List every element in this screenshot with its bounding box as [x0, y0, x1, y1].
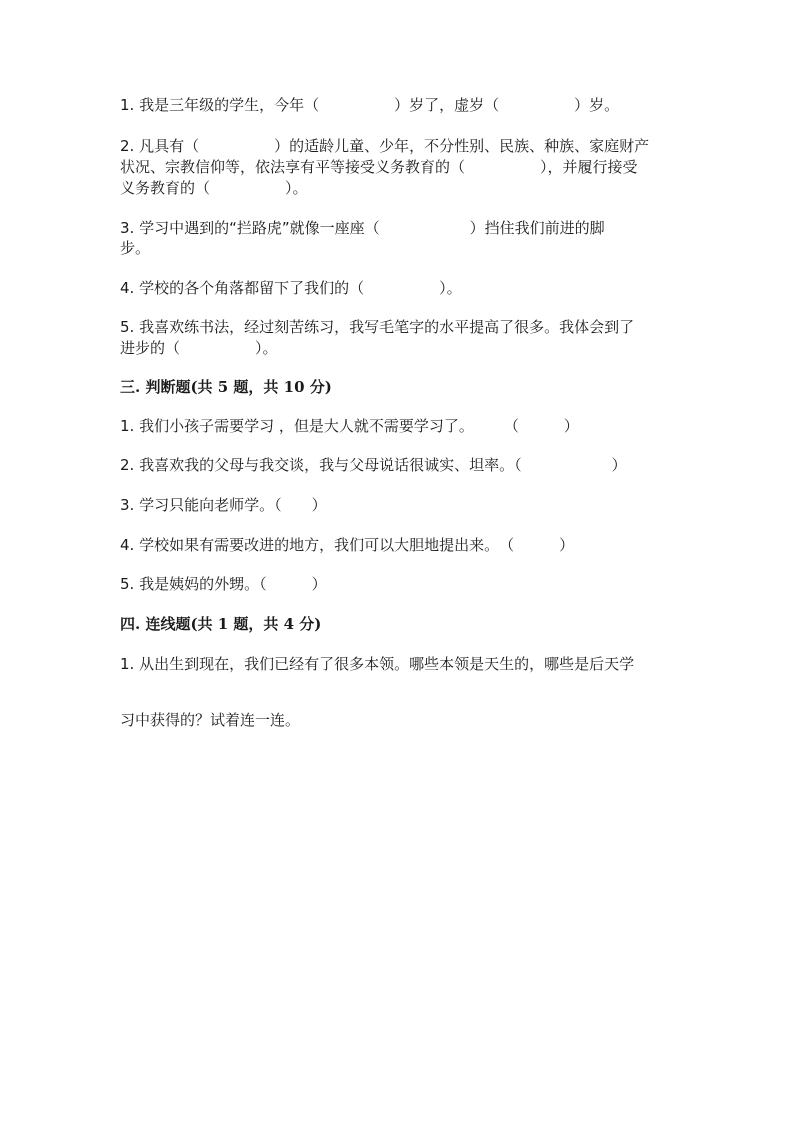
- judge-item-1: 1. 我们小孩子需要学习 ，但是大人就不需要学习了。 （ ）: [120, 417, 579, 435]
- question-4: 4. 学校的各个角落都留下了我们的（ ）。: [120, 279, 462, 297]
- matching-question-line-2: 习中获得的？试着连一连。: [120, 711, 301, 729]
- question-5-line-1: 5. 我喜欢练书法，经过刻苦练习，我写毛笔字的水平提高了很多。我体会到了: [120, 318, 635, 336]
- judge-item-4: 4. 学校如果有需要改进的地方，我们可以大胆地提出来。 （ ）: [120, 536, 575, 554]
- question-2-line-1: 2. 凡具有（ ）的适龄儿童、少年，不分性别、民族、种族、家庭财产: [120, 137, 650, 155]
- question-3-line-2: 步。: [120, 239, 151, 257]
- judge-item-2: 2. 我喜欢我的父母与我交谈，我与父母说话很诚实、坦率。（ ）: [120, 456, 627, 474]
- judge-item-5: 5. 我是姨妈的外甥。（ ）: [120, 575, 327, 593]
- judge-item-3: 3. 学习只能向老师学。（ ）: [120, 496, 327, 514]
- section-three-title: 三. 判断题(共 5 题，共 10 分): [120, 378, 332, 396]
- matching-question-line-1: 1. 从出生到现在，我们已经有了很多本领。哪些本领是天生的，哪些是后天学: [120, 655, 635, 673]
- question-2-line-2: 状况、宗教信仰等，依法享有平等接受义务教育的（ ），并履行接受: [120, 158, 638, 176]
- section-four-title: 四. 连线题(共 1 题，共 4 分): [120, 615, 322, 633]
- question-1: 1. 我是三年级的学生，今年（ ）岁了，虚岁（ ）岁。: [120, 96, 620, 114]
- question-2-line-3: 义务教育的（ ）。: [120, 179, 308, 197]
- question-3-line-1: 3. 学习中遇到的“拦路虎”就像一座座（ ）挡住我们前进的脚: [120, 219, 605, 237]
- question-5-line-2: 进步的（ ）。: [120, 339, 278, 357]
